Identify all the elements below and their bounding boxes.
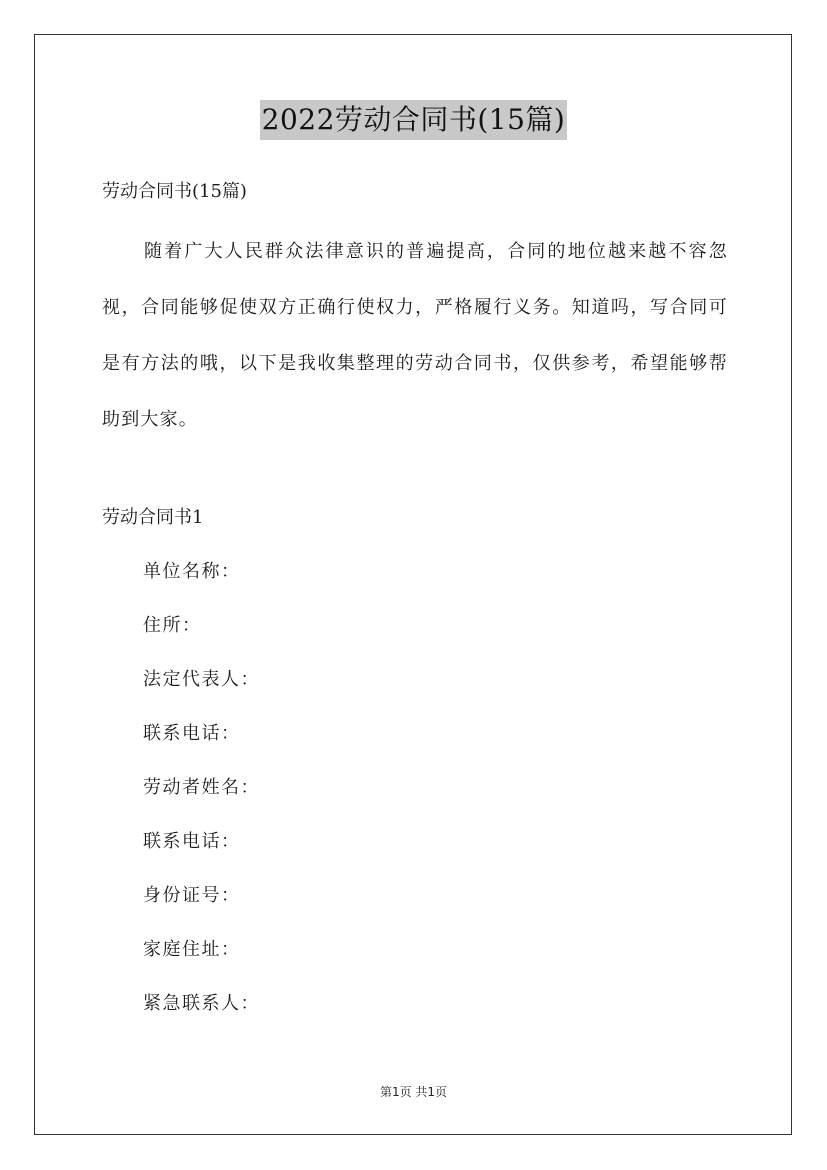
field-emergency-contact: 紧急联系人： <box>143 993 260 1014</box>
contract-field-list <box>143 558 260 1044</box>
field-employer-phone: 联系电话： <box>143 723 241 744</box>
field-home-address: 家庭住址： <box>143 939 241 960</box>
field-legal-representative: 法定代表人： <box>143 669 260 690</box>
page-footer: 第1页 共1页 <box>379 1085 448 1099</box>
field-id-number: 身份证号： <box>143 885 241 906</box>
document-subtitle: 劳动合同书(15篇) <box>102 181 247 202</box>
intro-paragraph: 随着广大人民群众法律意识的普遍提高，合同的地位越来越不容忽视，合同能够促使双方正确行使权力，严格履行义务。知道吗，写合同可是有方法的哦，以下是我收集整理的劳动合同书，仅供参考，希望能够帮助到大家。 <box>102 241 728 430</box>
field-employee-phone: 联系电话： <box>143 831 241 852</box>
title-container <box>0 100 827 140</box>
document-title: 2022劳动合同书(15篇) <box>260 100 568 140</box>
field-employee-name: 劳动者姓名： <box>143 777 260 798</box>
field-employer-name: 单位名称： <box>143 561 241 582</box>
section-heading: 劳动合同书1 <box>102 507 204 528</box>
field-address: 住所： <box>143 615 202 636</box>
